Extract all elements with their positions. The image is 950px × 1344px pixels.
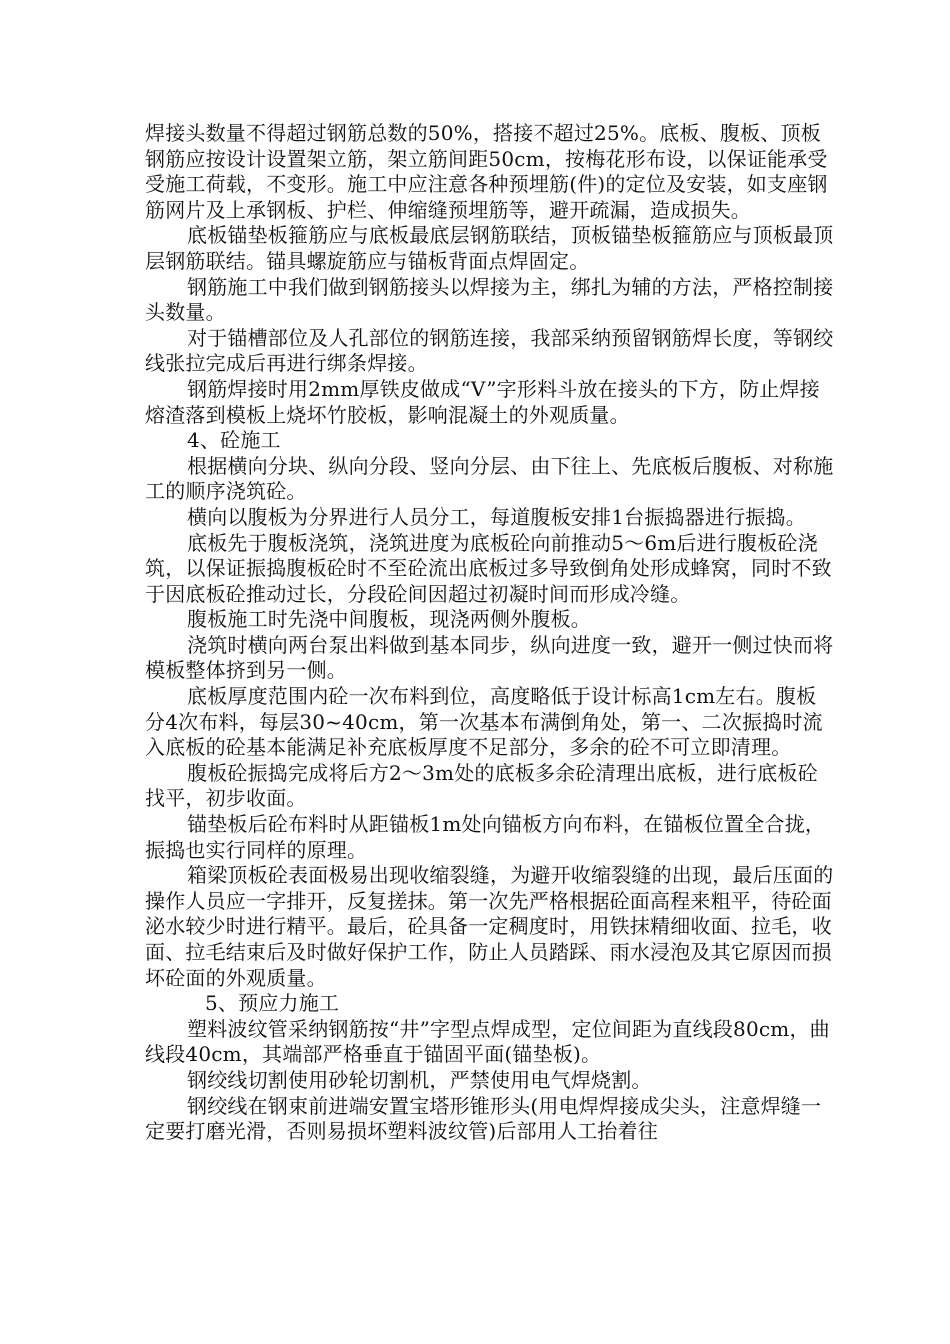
paragraph-top-slab-finish: 箱梁顶板砼表面极易出现收缩裂缝，为避开收缩裂缝的出现，最后压面的操作人员应一字排开，反复搓抹。第一次先严格根据砼面高程来粗平，待砼面泌水较少时进行精平。最后，砼具备一定稠度时，用铁抹精细收面、拉毛，收面、拉毛结束后及时做好保护工作，防止人员踏踩、雨水浸泡及其它原因而损坏砼面的外观质量。 xyxy=(145,863,834,990)
paragraph-staffing: 横向以腹板为分界进行人员分工，每道腹板安排1台振捣器进行振捣。 xyxy=(187,504,806,529)
paragraph-strand-cutting: 钢绞线切割使用砂轮切割机，严禁使用电气焊烧割。 xyxy=(187,1067,652,1092)
paragraph-anchor-stirrups: 底板锚垫板箍筋应与底板最底层钢筋联结，顶板锚垫板箍筋应与顶板最顶层钢筋联结。锚具螺旋筋应与锚板背面点焊固定。 xyxy=(145,223,834,273)
paragraph-duct-positioning: 塑料波纹管采纳钢筋按“井”字型点焊成型，定位间距为直线段80cm，曲线段40cm，其端部严格垂直于锚固平面(锚垫板)。 xyxy=(145,1016,830,1067)
paragraph-leveling: 腹板砼振捣完成将后方2～3m处的底板多余砼清理出底板，进行底板砼找平，初步收面。 xyxy=(145,760,818,811)
paragraph-rebar-joints: 焊接头数量不得超过钢筋总数的50%，搭接不超过25%。底板、腹板、顶板钢筋应按设计设置架立筋，架立筋间距50cm，按梅花形布设，以保证能承受受施工荷载，不变形。施工中应注意各种预埋筋(件)的定位及安装，如支座钢筋网片及上承钢板、护栏、伸缩缝预埋筋等，避开疏漏，造成损失。 xyxy=(145,121,828,222)
document-body xyxy=(145,121,835,1145)
paragraph-pump-sync: 浇筑时横向两台泵出料做到基本同步，纵向进度一致，避开一侧过快而将模板整体挤到另一侧。 xyxy=(145,632,834,683)
paragraph-anchor-concrete: 锚垫板后砼布料时从距锚板1m处向锚板方向布料，在锚板位置全合拢，振捣也实行同样的原理。 xyxy=(145,812,826,862)
paragraph-strand-threading: 钢绞线在钢束前进端安置宝塔形锥形头(用电焊焊接成尖头，注意焊缝一定要打磨光滑，否则易损坏塑料波纹管)后部用人工抬着往 xyxy=(145,1093,822,1144)
paragraph-welding-priority: 钢筋施工中我们做到钢筋接头以焊接为主，绑扎为辅的方法，严格控制接头数量。 xyxy=(145,274,834,325)
section-heading-concrete: 4、砼施工 xyxy=(187,428,281,453)
paragraph-layering: 底板厚度范围内砼一次布料到位，高度略低于设计标高1cm左右。腹板分4次布料，每层30~40cm，第一次基本布满倒角处，第一、二次振捣时流入底板的砼基本能满足补充底板厚度不足部分，多余的砼不可立即清理。 xyxy=(145,684,823,760)
paragraph-pour-order: 根据横向分块、纵向分段、竖向分层、由下往上、先底板后腹板、对称施工的顺序浇筑砼。 xyxy=(145,453,834,504)
paragraph-web-order: 腹板施工时先浇中间腹板，现浇两侧外腹板。 xyxy=(187,607,591,632)
section-heading-prestress: 5、预应力施工 xyxy=(205,991,340,1016)
paragraph-anchor-slot-rebar: 对于锚槽部位及人孔部位的钢筋连接，我部采纳预留钢筋焊长度，等钢绞线张拉完成后再进行绑条焊接。 xyxy=(145,325,834,376)
paragraph-welding-hopper: 钢筋焊接时用2mm厚铁皮做成“V”字形料斗放在接头的下方，防止焊接熔渣落到模板上烧坏竹胶板，影响混凝土的外观质量。 xyxy=(145,376,820,427)
paragraph-bottom-slab-first: 底板先于腹板浇筑，浇筑进度为底板砼向前推动5～6m后进行腹板砼浇筑，以保证振捣腹板砼时不至砼流出底板过多导致倒角处形成蜂窝，同时不致于因底板砼推动过长，分段砼间因超过初凝时间而形成冷缝。 xyxy=(145,530,832,606)
